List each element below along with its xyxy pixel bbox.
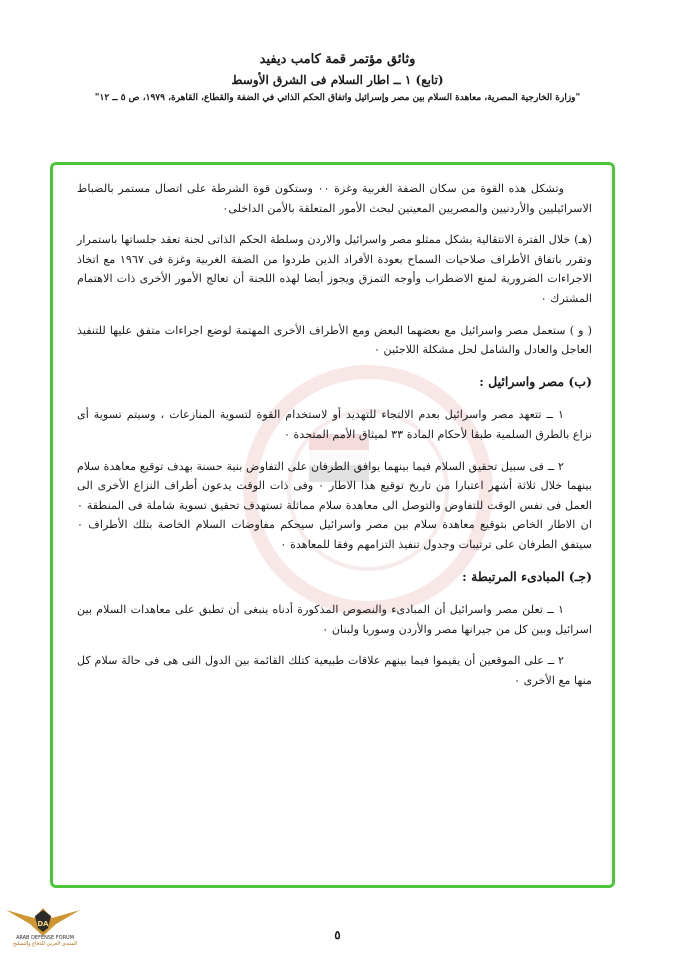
source-citation: "وزارة الخارجية المصرية، معاهدة السلام بين مصر وإسرائيل واتفاق الحكم الذاتي في الضفة والقطاع، القاهرة، ١٩٧٩، ص ٥ ــ ١٢" xyxy=(94,93,581,103)
paragraph-c2: ٢ ــ على الموقعين أن يقيموا فيما بينهم علاقات طبيعية كتلك القائمة بين الدول التى هى فى حالة سلام كل منها مع الأخرى ٠ xyxy=(77,654,592,687)
section-heading-associated-principles: (جـ) المبادىء المرتبطة : xyxy=(462,568,592,584)
logo-mark: DA xyxy=(37,920,49,928)
document-header xyxy=(0,50,675,106)
document-title: وثائق مؤتمر قمة كامب ديفيد xyxy=(259,52,416,67)
paragraph-b2: ٢ ــ فى سبيل تحقيق السلام فيما بينهما يوافق الطرفان على التفاوض بنية حسنة بهدف توقيع معاهدة سلام بينهما خلال ثلاثة أشهر اعتبارا من تاريخ توقيع هذا الاطار ٠ وفى ذات الوقت يدعون أطراف النزاع الأخرى الى العمل فى نفس الوقت للتفاوض والتوصل الى معاهدة سلام مماثلة تستهدف تحقيق تسوية شاملة فى المنطقة ٠ ان الاطار الخاص بتوقيع معاهدة سلام بين مصر واسرائيل سيحكم مفاوضات السلام الخاصة بتلك الأطراف ٠ سيتفق الطرفان على ترتيبات وجدول تنفيذ التزامهم وفقا للمعاهدة ٠ xyxy=(77,459,592,551)
arab-defense-forum-logo xyxy=(4,904,82,960)
paragraph-clause-e: (هـ) خلال الفترة الانتقالية يشكل ممثلو مصر واسرائيل والاردن وسلطة الحكم الذاتى لجنة تعقد جلساتها باستمرار وتقرر باتفاق الأطراف صلاحيات السماح بعودة الأفراد الذين طردوا من الضفة الغربية وغزة فى ١٩٦٧ مع اتخاذ الاجراءات الضرورية لمنع الاضطراب وأوجه التمزق ويجوز أيضا لهذه اللجنة أن تعالج الأمور الأخرى ذات الاهتمام المشترك ٠ xyxy=(77,233,593,305)
green-content-frame xyxy=(50,162,615,888)
section-heading-egypt-israel: (ب) مصر واسرائيل : xyxy=(479,373,592,389)
logo-text-ar: المنتدى العربي للدفاع والتسليح xyxy=(12,941,78,947)
paragraph-clause-f: ( و ) ستعمل مصر واسرائيل مع بعضهما البعض ومع الأطراف الأخرى المهتمة لوضع اجراءات متفق عليها للتنفيذ العاجل والعادل والشامل لحل مشكلة اللاجئين ٠ xyxy=(77,323,592,357)
document-body xyxy=(77,179,592,702)
page-number: ٥ xyxy=(334,928,341,942)
paragraph-b1: ١ ــ تتعهد مصر واسرائيل بعدم الالتجاء للتهديد أو لاستخدام القوة لتسوية المنازعات ، وسيتم تسوية أى نزاع بالطرق السلمية طبقا لأحكام المادة ٣٣ لميثاق الأمم المتحدة ٠ xyxy=(77,408,592,441)
eagle-icon xyxy=(4,904,82,938)
logo-text-en: ARAB DEFENSE FORUM xyxy=(15,935,75,941)
document-subtitle: (تابع) ١ ــ اطار السلام فى الشرق الأوسط xyxy=(231,73,444,87)
paragraph-police-force: وتشكل هذه القوة من سكان الضفة الغربية وغزة ٠٠ وستكون قوة الشرطة على اتصال مستمر بالضباط الاسرائيليين والأردنيين والمصريين المعينين لبحث الأمور المتعلقة بالأمن الداخلى٠ xyxy=(77,182,592,215)
paragraph-c1: ١ ــ تعلن مصر واسرائيل أن المبادىء والنصوص المذكورة أدناه ينبغى أن تطبق على معاهدات السلام بين اسرائيل وبين كل من جيرانها مصر والأردن وسوريا ولبنان ٠ xyxy=(77,603,592,636)
